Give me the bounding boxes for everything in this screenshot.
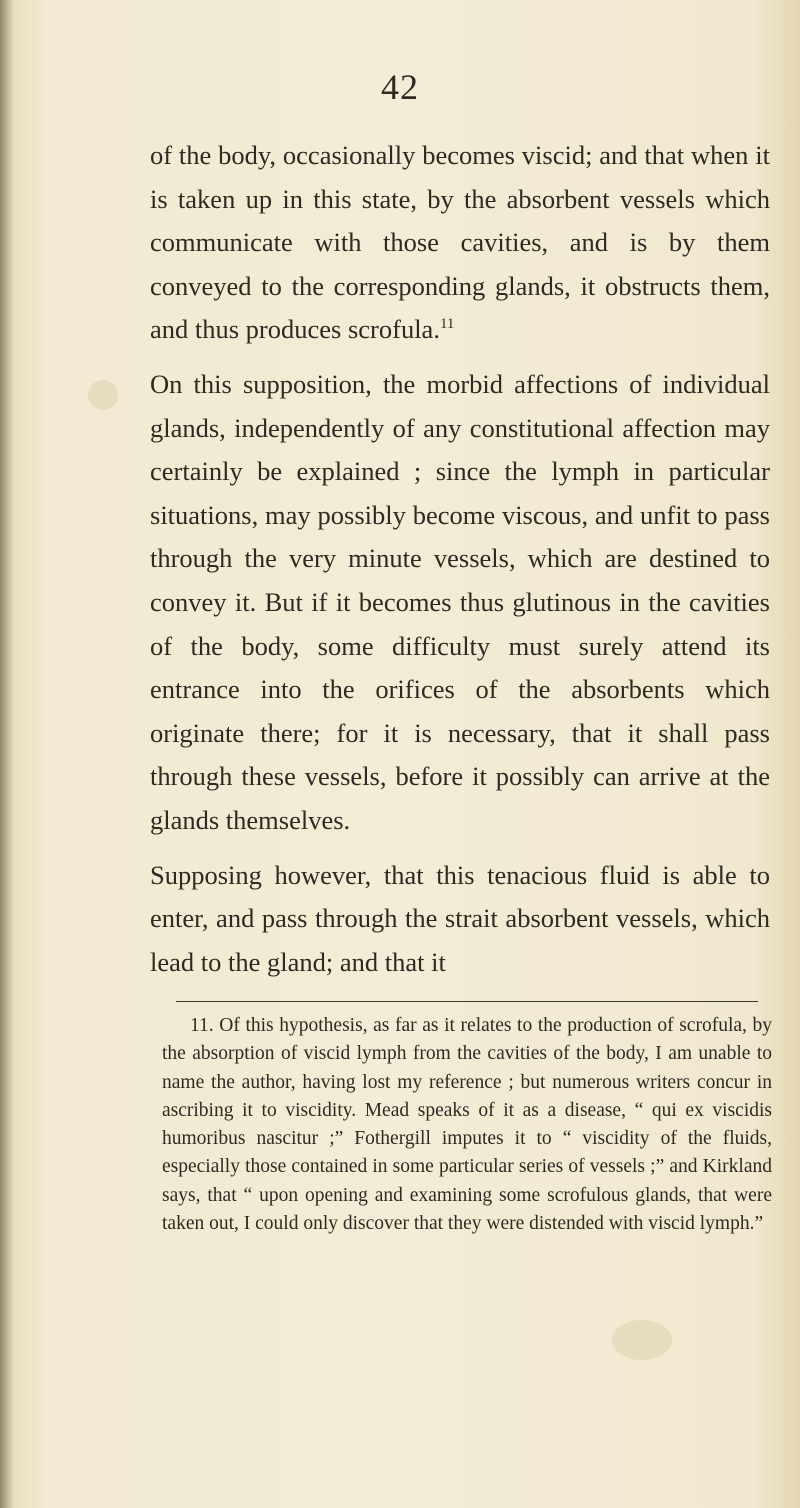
paper-stain [88, 380, 118, 410]
paragraph-text: of the body, occasionally becomes viscid; and that when it is taken up in this state, by the absorbent vessels which communicate with those cavities, and is by them conveyed to the corresponding glands, it obstructs them, and thus produces scrofula. [150, 140, 770, 345]
footnote-number: 11. [190, 1015, 214, 1036]
footnote-text: Of this hypothesis, as far as it relates to the production of scrofula, by the absorption of viscid lymph from the cavities of the body, I am unable to name the author, having lost my reference ; but numerous writers concur in ascribing it to viscidity. Mead speaks of it as a disease, “ qui ex viscidis humoribus nascitur ;” Fothergill imputes it to “ viscidity of the fluids, especially those contained in some particular series of vessels ;” and Kirkland says, that “ upon opening and examining some scrofulous glands, that were taken out, I could only discover that they were distended with viscid lymph.” [162, 1015, 773, 1235]
paragraph-text: On this supposition, the morbid affections of individual glands, independently of any constitutional affection may certainly be explained ; since the lymph in particular situations, may possibly become viscous, and unfit to pass through the very minute vessels, which are destined to convey it. But if it becomes thus glutinous in the cavities of the body, some difficulty must surely attend its entrance into the orifices of the absorbents which originate there; for it is necessary, that it shall pass through these vessels, before it possibly can arrive at the glands themselves. [150, 368, 770, 835]
paragraph [150, 134, 770, 352]
main-text [150, 134, 770, 984]
page-number: 42 [381, 67, 419, 107]
paper-stain [612, 1320, 672, 1360]
footnote [162, 1012, 772, 1238]
paragraph-text: Supposing however, that this tenacious fluid is able to enter, and pass through the strait absorbent vessels, which lead to the gland; and that it [150, 859, 770, 977]
paragraph [150, 854, 770, 985]
footnote-divider [176, 1001, 758, 1002]
footnote-reference: 11 [439, 316, 455, 333]
page-binding-edge [0, 0, 14, 1508]
paragraph [150, 363, 770, 843]
